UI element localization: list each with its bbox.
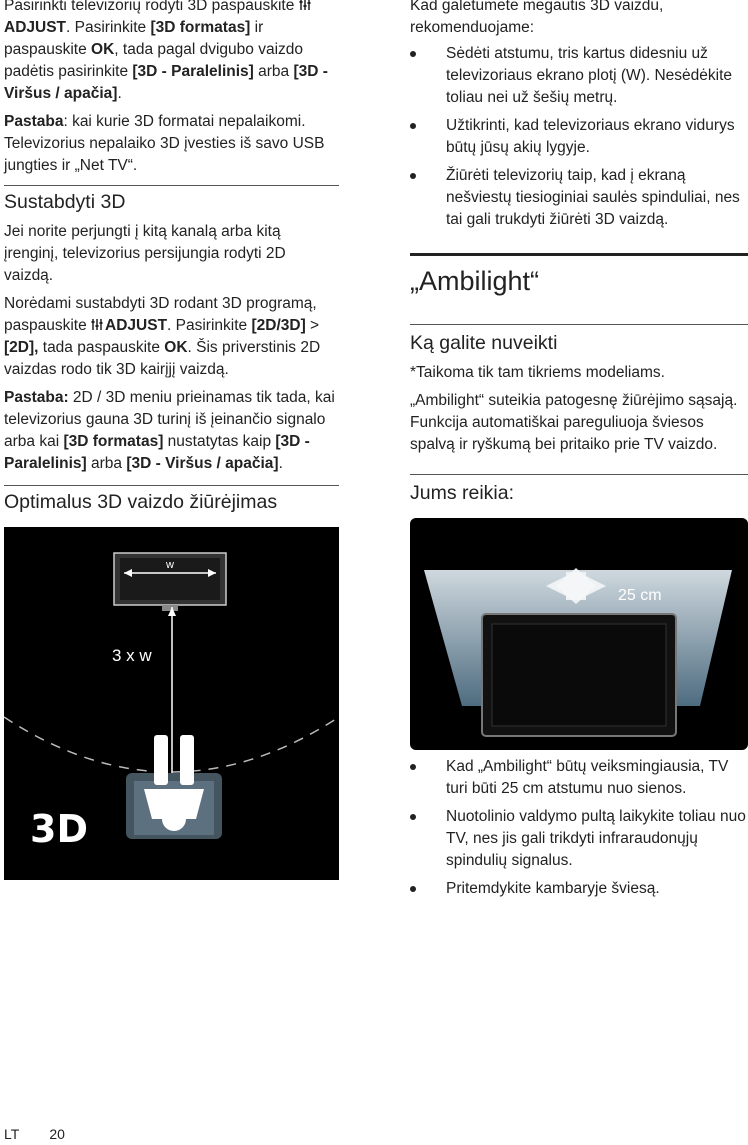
stop-paragraph-1: Jei norite perjungti į kitą kanalą arba kitą įrenginį, televizorius persijungia rodyti 2D vaizdą. [4,223,286,284]
list-item: Kad „Ambilight“ būtų veiksmingiausia, TV turi būti 25 cm atstumu nuo sienos. [410,756,748,800]
tv-icon [482,614,676,736]
list-item: Užtikrinti, kad televizoriaus ekrano vidurys būtų jūsų akių lygyje. [410,115,748,159]
section-heading-stop-3d: Sustabdyti 3D [4,185,339,215]
stop-paragraph-2: Norėdami sustabdyti 3D rodant 3D programą, paspauskite ADJUST. Pasirinkite [2D/3D] > [2D], tada paspauskite OK. Šis priverstinis 2D vaizdas rodo tik 3D kairįjį vaizdą. [4,295,321,378]
ambilight-description: „Ambilight“ suteikia patogesnę žiūrėjimo sąsają. Funkcija automatiškai pareguliuoja šviesos spalvą ir ryškumą bei pritaiko prie TV vaizdo. [410,392,738,453]
left-column [4,0,339,880]
requirements-list [410,756,748,900]
3d-logo: 3D [30,807,88,851]
section-heading-ambilight: „Ambilight“ [410,253,748,298]
recommend-intro: Kad galėtumėte mėgautis 3D vaizdu, rekomenduojame: [410,0,664,36]
distance-label: 3 x w [112,646,152,665]
list-item: Pritemdykite kambaryje šviesą. [410,878,748,900]
list-item: Sėdėti atstumu, tris kartus didesniu už televizoriaus ekrano plotį (W). Nesėdėkite toliau nei už šešių metrų. [410,43,748,109]
viewing-distance-figure [4,527,339,880]
intro-paragraph: Pasirinkti televizorių rodyti 3D paspauskite ADJUST. Pasirinkite [3D formatas] ir paspauskite OK, tada pagal dvigubo vaizdo padėtis pasirinkite [3D - Paralelinis] arba [3D - Viršus / apačia]. [4,0,328,102]
page-footer [4,1126,95,1142]
width-label: w [166,559,174,571]
sub-heading-what-you-can-do: Ką galite nuveikti [410,324,748,356]
language-code: LT [4,1126,20,1142]
note-paragraph: Pastaba: kai kurie 3D formatai nepalaikomi. Televizorius nepalaiko 3D įvesties iš savo USB jungties ir „Net TV“. [4,113,325,174]
note-paragraph-2: Pastaba: 2D / 3D meniu prieinamas tik tada, kai televizorius gauna 3D turinį iš įeinančio signalo arba kai [3D formatas] nustatytas kaip [3D - Paralelinis] arba [3D - Viršus / apačia]. [4,389,335,472]
section-heading-optimal-3d: Optimalus 3D vaizdo žiūrėjimas [4,485,339,515]
recommend-list [410,43,748,231]
models-note: *Taikoma tik tam tikriems modeliams. [410,364,665,381]
distance-label: 25 cm [618,587,662,604]
list-item: Žiūrėti televizorių taip, kad į ekraną nešviestų tiesioginiai saulės spinduliai, nes tai gali trukdyti žiūrėti 3D vaizdą. [410,165,748,231]
page-number: 20 [49,1126,65,1142]
list-item: Nuotolinio valdymo pultą laikykite toliau nuo TV, nes jis gali trikdyti infraraudonųjų spindulių signalus. [410,806,748,872]
sub-heading-you-need: Jums reikia: [410,474,748,506]
right-column [410,0,748,906]
ambilight-figure [410,518,748,750]
adjust-icon [91,318,103,331]
adjust-icon [299,0,311,11]
